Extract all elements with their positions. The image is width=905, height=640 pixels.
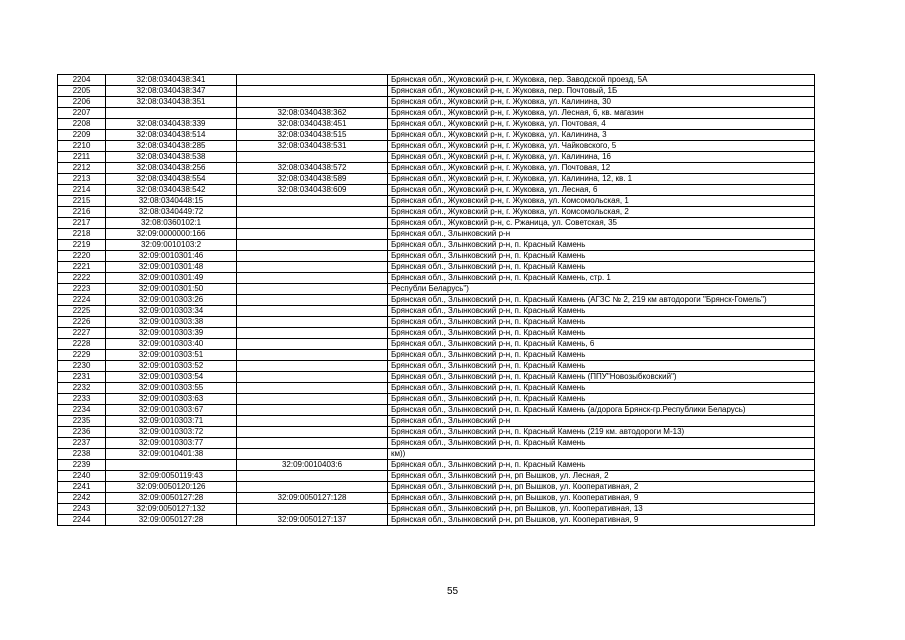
address-cell: Брянская обл., Злынковский р-н xyxy=(388,229,815,240)
table-row xyxy=(58,97,815,108)
row-number-cell: 2232 xyxy=(58,383,106,394)
row-number-cell: 2237 xyxy=(58,438,106,449)
table-row xyxy=(58,306,815,317)
table-row xyxy=(58,229,815,240)
cadastral-number-cell: 32:09:0050127:28 xyxy=(106,515,237,526)
table-row xyxy=(58,196,815,207)
row-number-cell: 2207 xyxy=(58,108,106,119)
row-number-cell: 2214 xyxy=(58,185,106,196)
row-number-cell: 2204 xyxy=(58,75,106,86)
table-row xyxy=(58,460,815,471)
address-cell: Брянская обл., Злынковский р-н, п. Красный Камень xyxy=(388,240,815,251)
address-cell: Брянская обл., Злынковский р-н, рп Вышков, ул. Кооперативная, 9 xyxy=(388,515,815,526)
row-number-cell: 2212 xyxy=(58,163,106,174)
row-number-cell: 2223 xyxy=(58,284,106,295)
table-row xyxy=(58,75,815,86)
address-cell: Брянская обл., Злынковский р-н, п. Красный Камень xyxy=(388,460,815,471)
related-cadastral-number-cell xyxy=(237,75,388,86)
row-number-cell: 2213 xyxy=(58,174,106,185)
table-row xyxy=(58,108,815,119)
related-cadastral-number-cell: 32:09:0050127:137 xyxy=(237,515,388,526)
cadastral-number-cell: 32:08:0340438:256 xyxy=(106,163,237,174)
related-cadastral-number-cell xyxy=(237,438,388,449)
row-number-cell: 2228 xyxy=(58,339,106,350)
related-cadastral-number-cell xyxy=(237,218,388,229)
cadastral-number-cell: 32:09:0010303:54 xyxy=(106,372,237,383)
address-cell: Брянская обл., Злынковский р-н, рп Вышков, ул. Кооперативная, 13 xyxy=(388,504,815,515)
address-cell: Брянская обл., Злынковский р-н, п. Красный Камень xyxy=(388,262,815,273)
cadastral-number-cell: 32:08:0340438:542 xyxy=(106,185,237,196)
cadastral-number-cell: 32:09:0010303:71 xyxy=(106,416,237,427)
registry-table xyxy=(57,74,815,526)
table-row xyxy=(58,141,815,152)
table-row xyxy=(58,405,815,416)
address-cell: Брянская обл., Злынковский р-н, п. Красный Камень, стр. 1 xyxy=(388,273,815,284)
address-cell: Брянская обл., Злынковский р-н, п. Красный Камень (ППУ"Новозыбковский") xyxy=(388,372,815,383)
table-row xyxy=(58,174,815,185)
table-row xyxy=(58,86,815,97)
related-cadastral-number-cell xyxy=(237,317,388,328)
table-row xyxy=(58,449,815,460)
cadastral-number-cell: 32:08:0340438:538 xyxy=(106,152,237,163)
table-row xyxy=(58,504,815,515)
address-cell: Брянская обл., Жуковский р-н, г. Жуковка, ул. Калинина, 12, кв. 1 xyxy=(388,174,815,185)
related-cadastral-number-cell xyxy=(237,394,388,405)
row-number-cell: 2209 xyxy=(58,130,106,141)
table-row xyxy=(58,262,815,273)
row-number-cell: 2217 xyxy=(58,218,106,229)
related-cadastral-number-cell: 32:08:0340438:589 xyxy=(237,174,388,185)
table-row xyxy=(58,372,815,383)
row-number-cell: 2235 xyxy=(58,416,106,427)
cadastral-number-cell: 32:08:0340438:514 xyxy=(106,130,237,141)
cadastral-number-cell: 32:08:0340438:285 xyxy=(106,141,237,152)
row-number-cell: 2244 xyxy=(58,515,106,526)
cadastral-number-cell: 32:08:0340438:351 xyxy=(106,97,237,108)
row-number-cell: 2238 xyxy=(58,449,106,460)
related-cadastral-number-cell: 32:09:0010403:6 xyxy=(237,460,388,471)
cadastral-number-cell: 32:08:0340438:341 xyxy=(106,75,237,86)
cadastral-number-cell: 32:09:0010303:26 xyxy=(106,295,237,306)
table-row xyxy=(58,482,815,493)
related-cadastral-number-cell xyxy=(237,339,388,350)
table-row xyxy=(58,273,815,284)
address-cell: Брянская обл., Жуковский р-н, г. Жуковка, ул. Почтовая, 12 xyxy=(388,163,815,174)
cadastral-number-cell: 32:09:0010401:38 xyxy=(106,449,237,460)
related-cadastral-number-cell: 32:08:0340438:451 xyxy=(237,119,388,130)
row-number-cell: 2225 xyxy=(58,306,106,317)
row-number-cell: 2227 xyxy=(58,328,106,339)
address-cell: Брянская обл., Злынковский р-н, п. Красный Камень xyxy=(388,306,815,317)
cadastral-number-cell: 32:09:0050127:132 xyxy=(106,504,237,515)
address-cell: Брянская обл., Жуковский р-н, г. Жуковка, ул. Калинина, 30 xyxy=(388,97,815,108)
cadastral-number-cell: 32:09:0010303:72 xyxy=(106,427,237,438)
address-cell: Брянская обл., Злынковский р-н, п. Красный Камень xyxy=(388,394,815,405)
cadastral-number-cell: 32:08:0340438:554 xyxy=(106,174,237,185)
related-cadastral-number-cell: 32:08:0340438:572 xyxy=(237,163,388,174)
address-cell: Брянская обл., Жуковский р-н, г. Жуковка, ул. Чайковского, 5 xyxy=(388,141,815,152)
address-cell: Брянская обл., Злынковский р-н, п. Красный Камень (а/дорога Брянск-гр.Республики Беларусь) xyxy=(388,405,815,416)
address-cell: Брянская обл., Злынковский р-н, п. Красный Камень xyxy=(388,328,815,339)
related-cadastral-number-cell xyxy=(237,449,388,460)
related-cadastral-number-cell xyxy=(237,350,388,361)
table-row xyxy=(58,295,815,306)
related-cadastral-number-cell xyxy=(237,427,388,438)
cadastral-number-cell: 32:09:0010103:2 xyxy=(106,240,237,251)
related-cadastral-number-cell xyxy=(237,405,388,416)
address-cell: Брянская обл., Злынковский р-н, п. Красный Камень xyxy=(388,317,815,328)
cadastral-number-cell: 32:08:0340438:347 xyxy=(106,86,237,97)
row-number-cell: 2224 xyxy=(58,295,106,306)
cadastral-number-cell: 32:09:0010303:39 xyxy=(106,328,237,339)
cadastral-number-cell: 32:09:0050120:126 xyxy=(106,482,237,493)
address-cell: Брянская обл., Жуковский р-н, г. Жуковка, ул. Калинина, 3 xyxy=(388,130,815,141)
related-cadastral-number-cell: 32:09:0050127:128 xyxy=(237,493,388,504)
cadastral-number-cell: 32:09:0010303:77 xyxy=(106,438,237,449)
cadastral-number-cell: 32:09:0010303:38 xyxy=(106,317,237,328)
row-number-cell: 2206 xyxy=(58,97,106,108)
row-number-cell: 2218 xyxy=(58,229,106,240)
related-cadastral-number-cell: 32:08:0340438:362 xyxy=(237,108,388,119)
cadastral-number-cell: 32:09:0010303:52 xyxy=(106,361,237,372)
table-row xyxy=(58,185,815,196)
cadastral-number-cell: 32:09:0050127:28 xyxy=(106,493,237,504)
address-cell: Брянская обл., Злынковский р-н, п. Красный Камень xyxy=(388,350,815,361)
cadastral-number-cell: 32:09:0010301:48 xyxy=(106,262,237,273)
address-cell: Брянская обл., Злынковский р-н, п. Красный Камень xyxy=(388,383,815,394)
address-cell: Брянская обл., Жуковский р-н, г. Жуковка, пер. Почтовый, 1Б xyxy=(388,86,815,97)
table-row xyxy=(58,328,815,339)
related-cadastral-number-cell xyxy=(237,273,388,284)
row-number-cell: 2239 xyxy=(58,460,106,471)
related-cadastral-number-cell xyxy=(237,471,388,482)
related-cadastral-number-cell xyxy=(237,284,388,295)
related-cadastral-number-cell xyxy=(237,196,388,207)
row-number-cell: 2233 xyxy=(58,394,106,405)
address-cell: Брянская обл., Злынковский р-н, п. Красный Камень xyxy=(388,361,815,372)
address-cell: Брянская обл., Жуковский р-н, г. Жуковка, ул. Калинина, 16 xyxy=(388,152,815,163)
row-number-cell: 2231 xyxy=(58,372,106,383)
related-cadastral-number-cell xyxy=(237,152,388,163)
related-cadastral-number-cell: 32:08:0340438:531 xyxy=(237,141,388,152)
row-number-cell: 2221 xyxy=(58,262,106,273)
table-row xyxy=(58,163,815,174)
related-cadastral-number-cell xyxy=(237,251,388,262)
address-cell: Республи Беларусь") xyxy=(388,284,815,295)
related-cadastral-number-cell: 32:08:0340438:609 xyxy=(237,185,388,196)
row-number-cell: 2230 xyxy=(58,361,106,372)
row-number-cell: 2240 xyxy=(58,471,106,482)
cadastral-number-cell: 32:09:0050119:43 xyxy=(106,471,237,482)
cadastral-number-cell: 32:08:0340449:72 xyxy=(106,207,237,218)
cadastral-number-cell: 32:09:0010301:50 xyxy=(106,284,237,295)
table-row xyxy=(58,493,815,504)
table-row xyxy=(58,383,815,394)
related-cadastral-number-cell xyxy=(237,240,388,251)
address-cell: Брянская обл., Злынковский р-н xyxy=(388,416,815,427)
address-cell: Брянская обл., Злынковский р-н, п. Красный Камень xyxy=(388,251,815,262)
table-row xyxy=(58,207,815,218)
related-cadastral-number-cell xyxy=(237,361,388,372)
table-row xyxy=(58,317,815,328)
cadastral-number-cell: 32:09:0010301:46 xyxy=(106,251,237,262)
table-row xyxy=(58,130,815,141)
related-cadastral-number-cell xyxy=(237,86,388,97)
related-cadastral-number-cell xyxy=(237,416,388,427)
table-row xyxy=(58,251,815,262)
cadastral-number-cell: 32:09:0010303:67 xyxy=(106,405,237,416)
table-row xyxy=(58,119,815,130)
table-row xyxy=(58,427,815,438)
row-number-cell: 2205 xyxy=(58,86,106,97)
cadastral-number-cell: 32:08:0360102:1 xyxy=(106,218,237,229)
related-cadastral-number-cell xyxy=(237,328,388,339)
row-number-cell: 2219 xyxy=(58,240,106,251)
address-cell: Брянская обл., Жуковский р-н, г. Жуковка, ул. Лесная, 6 xyxy=(388,185,815,196)
cadastral-number-cell xyxy=(106,108,237,119)
row-number-cell: 2208 xyxy=(58,119,106,130)
cadastral-number-cell: 32:09:0010303:40 xyxy=(106,339,237,350)
table-row xyxy=(58,394,815,405)
address-cell: Брянская обл., Жуковский р-н, г. Жуковка, ул. Почтовая, 4 xyxy=(388,119,815,130)
related-cadastral-number-cell xyxy=(237,207,388,218)
table-row xyxy=(58,218,815,229)
row-number-cell: 2216 xyxy=(58,207,106,218)
table-row xyxy=(58,438,815,449)
page-number: 55 xyxy=(446,586,459,597)
address-cell: Брянская обл., Злынковский р-н, п. Красный Камень xyxy=(388,438,815,449)
table-row xyxy=(58,515,815,526)
related-cadastral-number-cell xyxy=(237,306,388,317)
table-row xyxy=(58,471,815,482)
related-cadastral-number-cell xyxy=(237,482,388,493)
cadastral-number-cell: 32:08:0340438:339 xyxy=(106,119,237,130)
cadastral-number-cell: 32:09:0010301:49 xyxy=(106,273,237,284)
cadastral-number-cell: 32:09:0010303:55 xyxy=(106,383,237,394)
related-cadastral-number-cell: 32:08:0340438:515 xyxy=(237,130,388,141)
table-row xyxy=(58,350,815,361)
address-cell: Брянская обл., Жуковский р-н, с. Ржаница, ул. Советская, 35 xyxy=(388,218,815,229)
row-number-cell: 2222 xyxy=(58,273,106,284)
related-cadastral-number-cell xyxy=(237,504,388,515)
address-cell: Брянская обл., Жуковский р-н, г. Жуковка, пер. Заводской проезд, 5А xyxy=(388,75,815,86)
table-row xyxy=(58,152,815,163)
address-cell: Брянская обл., Злынковский р-н, рп Вышков, ул. Кооперативная, 9 xyxy=(388,493,815,504)
cadastral-number-cell: 32:09:0010303:63 xyxy=(106,394,237,405)
address-cell: Брянская обл., Злынковский р-н, п. Красный Камень, 6 xyxy=(388,339,815,350)
cadastral-number-cell: 32:09:0000000:166 xyxy=(106,229,237,240)
row-number-cell: 2241 xyxy=(58,482,106,493)
row-number-cell: 2210 xyxy=(58,141,106,152)
table-row xyxy=(58,416,815,427)
related-cadastral-number-cell xyxy=(237,295,388,306)
row-number-cell: 2229 xyxy=(58,350,106,361)
row-number-cell: 2243 xyxy=(58,504,106,515)
registry-table-body xyxy=(58,75,815,526)
row-number-cell: 2242 xyxy=(58,493,106,504)
table-row xyxy=(58,284,815,295)
table-row xyxy=(58,339,815,350)
address-cell: Брянская обл., Жуковский р-н, г. Жуковка, ул. Комсомольская, 1 xyxy=(388,196,815,207)
address-cell: Брянская обл., Жуковский р-н, г. Жуковка, ул. Лесная, 6, кв. магазин xyxy=(388,108,815,119)
row-number-cell: 2215 xyxy=(58,196,106,207)
related-cadastral-number-cell xyxy=(237,229,388,240)
address-cell: Брянская обл., Злынковский р-н, п. Красный Камень (219 км. автодороги М-13) xyxy=(388,427,815,438)
address-cell: Брянская обл., Злынковский р-н, рп Вышков, ул. Лесная, 2 xyxy=(388,471,815,482)
address-cell: Брянская обл., Злынковский р-н, рп Вышков, ул. Кооперативная, 2 xyxy=(388,482,815,493)
table-row xyxy=(58,361,815,372)
related-cadastral-number-cell xyxy=(237,262,388,273)
row-number-cell: 2211 xyxy=(58,152,106,163)
cadastral-number-cell: 32:08:0340448:15 xyxy=(106,196,237,207)
row-number-cell: 2234 xyxy=(58,405,106,416)
address-cell: Брянская обл., Злынковский р-н, п. Красный Камень (АГЗС № 2, 219 км автодороги "Брянск-Гомель") xyxy=(388,295,815,306)
table-row xyxy=(58,240,815,251)
cadastral-number-cell: 32:09:0010303:34 xyxy=(106,306,237,317)
address-cell: Брянская обл., Жуковский р-н, г. Жуковка, ул. Комсомольская, 2 xyxy=(388,207,815,218)
related-cadastral-number-cell xyxy=(237,97,388,108)
row-number-cell: 2226 xyxy=(58,317,106,328)
cadastral-number-cell xyxy=(106,460,237,471)
related-cadastral-number-cell xyxy=(237,372,388,383)
row-number-cell: 2220 xyxy=(58,251,106,262)
row-number-cell: 2236 xyxy=(58,427,106,438)
cadastral-number-cell: 32:09:0010303:51 xyxy=(106,350,237,361)
related-cadastral-number-cell xyxy=(237,383,388,394)
address-cell: км)) xyxy=(388,449,815,460)
